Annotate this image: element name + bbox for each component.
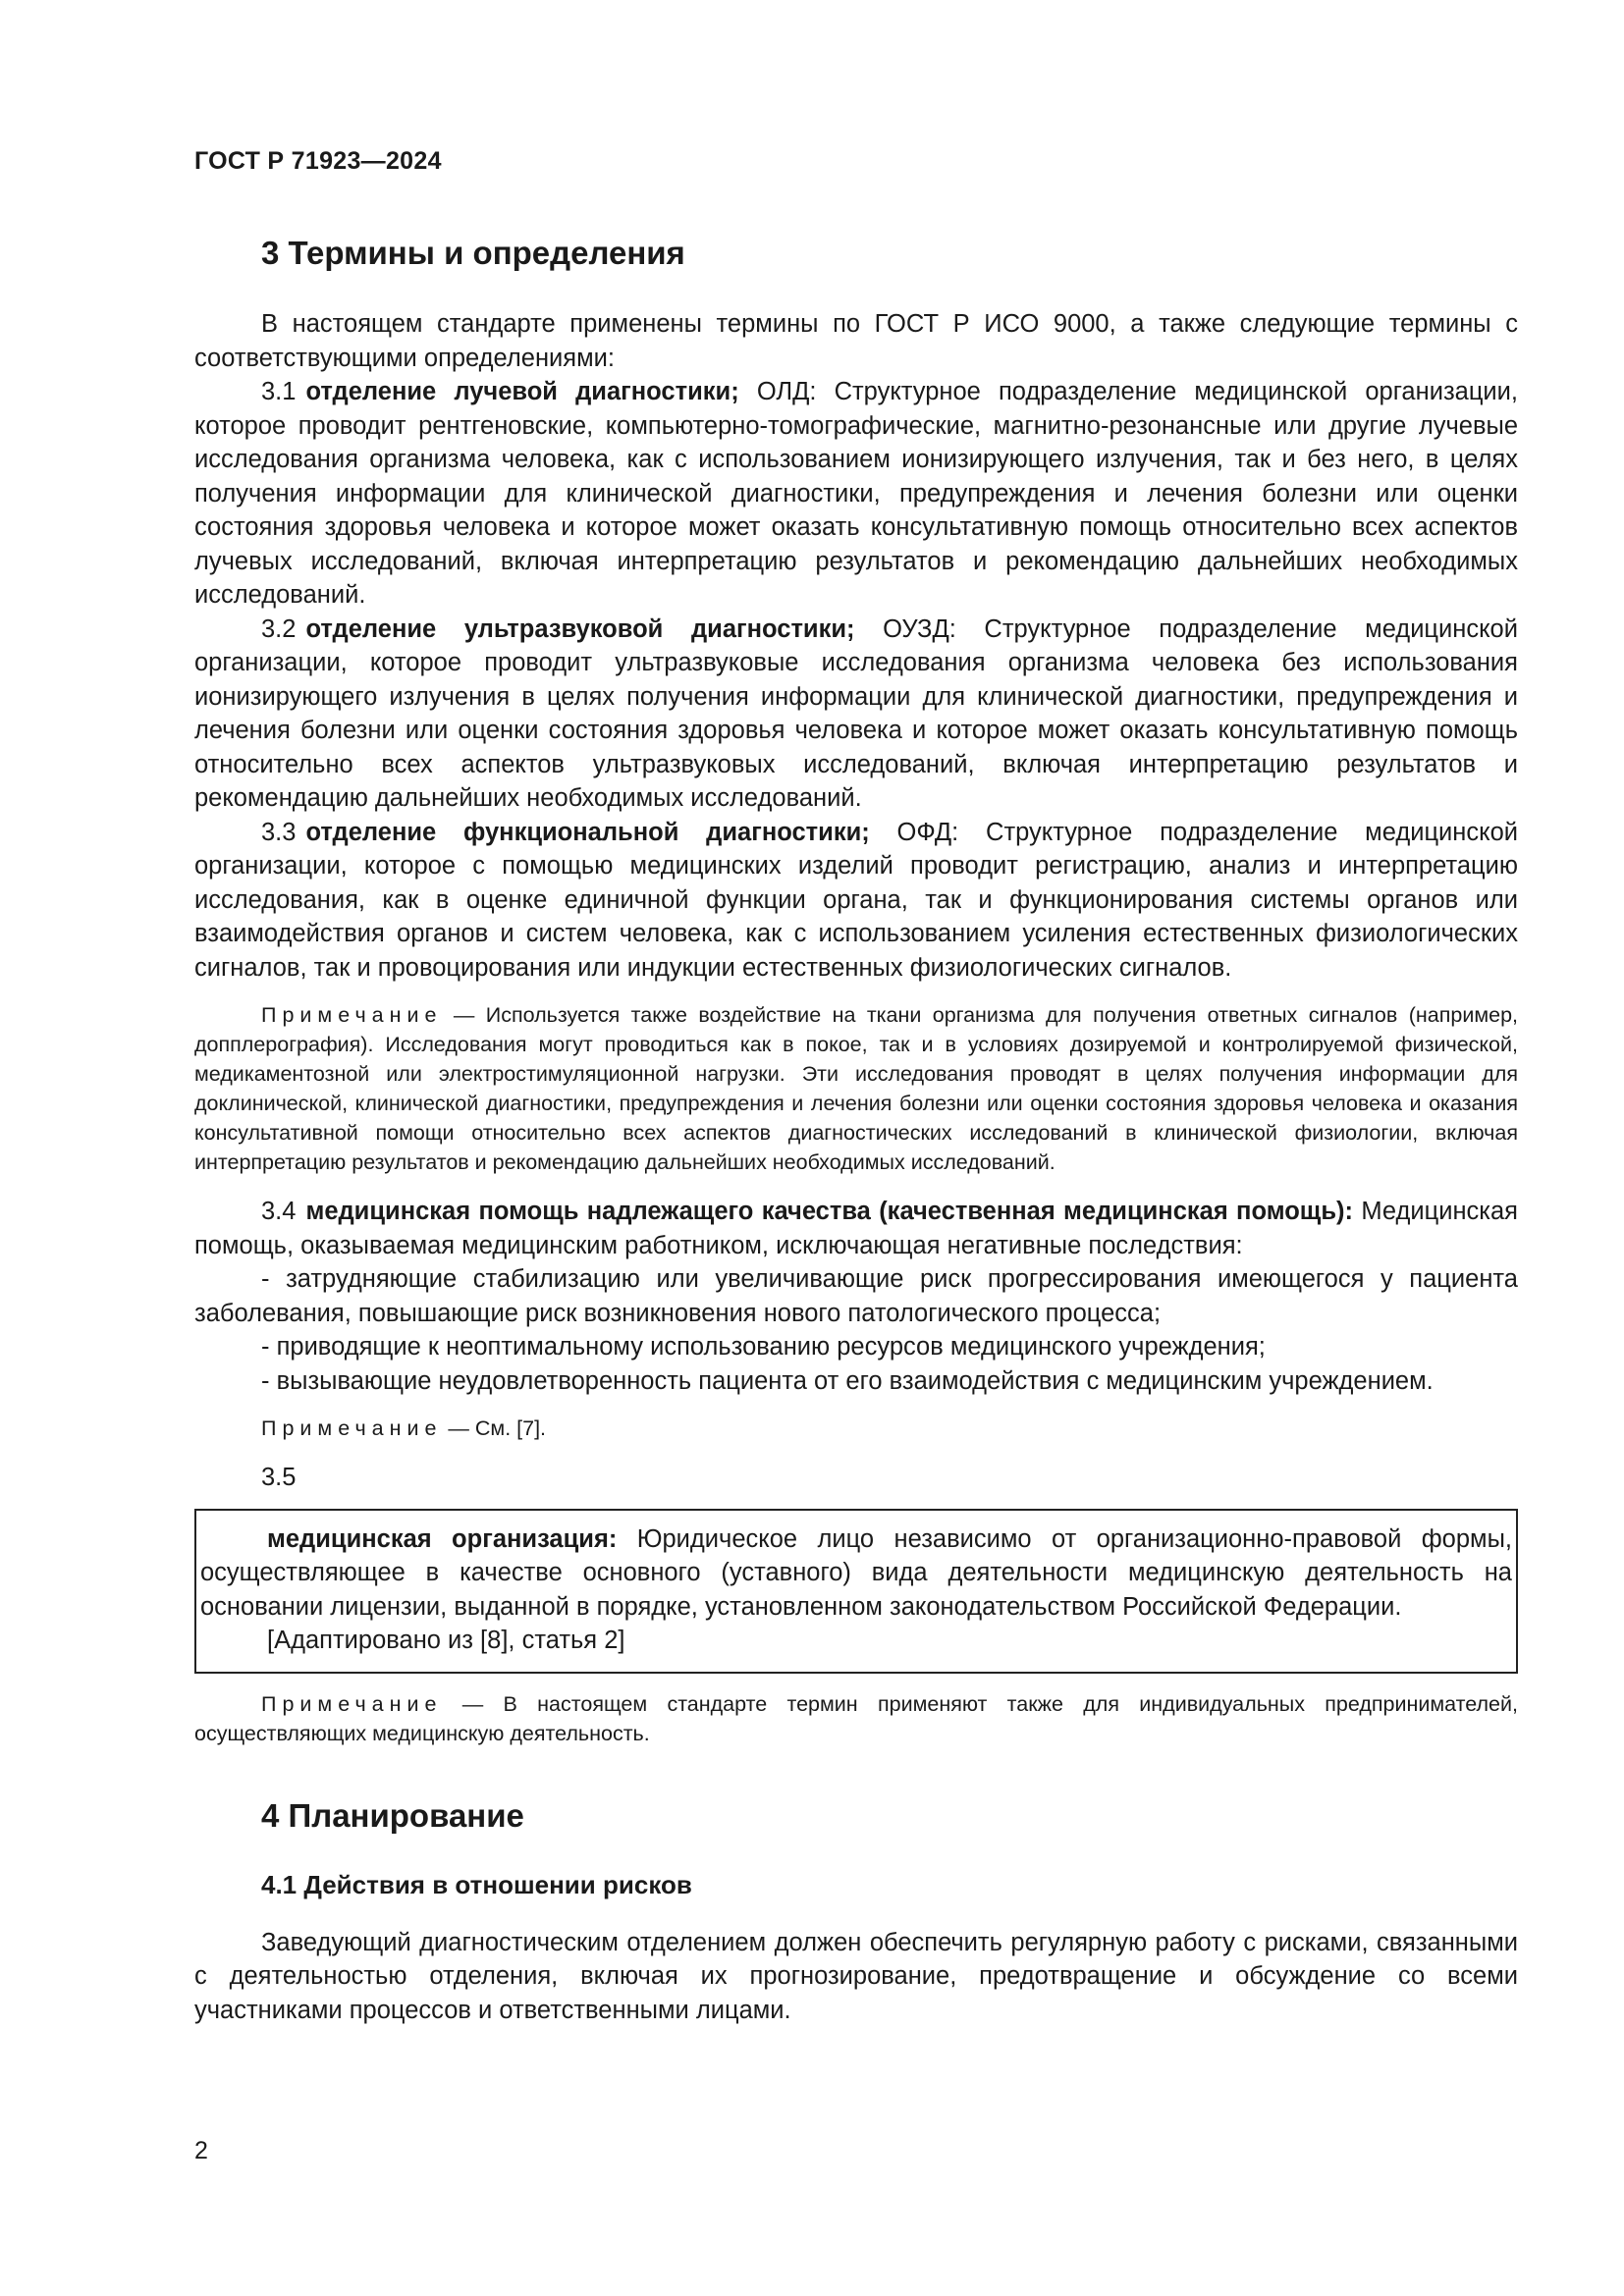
note-text: — В настоящем стандарте термин применяют также для индивидуальных предпринимателей, осуществляющих медицинскую деятельность. bbox=[194, 1691, 1518, 1745]
term-3-5-note bbox=[194, 1689, 1518, 1748]
section-3-intro: В настоящем стандарте применены термины по ГОСТ Р ИСО 9000, а также следующие термины с соответствующими определениями: bbox=[194, 310, 1518, 372]
term-definition: Юридическое лицо независимо от организационно-правовой формы, осуществляющее в качестве основного (уставного) вида деятельности медицинскую деятельность на основании лицензии, выданной в порядке, установленном законодательством Российской Федерации. bbox=[200, 1524, 1512, 1621]
term-name: медицинская помощь надлежащего качества (качественная медицинская помощь): bbox=[305, 1198, 1353, 1225]
term-number: 3.4 bbox=[261, 1198, 297, 1225]
document-page bbox=[194, 147, 1518, 2027]
term-source: [Адаптировано из [8], статья 2] bbox=[267, 1627, 625, 1654]
term-name: отделение ультразвуковой диагностики; bbox=[305, 614, 855, 643]
note-text: — Используется также воздействие на ткани организма для получения ответных сигналов (например, допплерография). Исследования могут проводиться как в покое, так и в условиях дозируемой и контролируемой физической, медикаментозной или электростимуляционной нагрузки. Эти исследования проводят в целях получения информации для доклинической, клинической диагностики, предупреждения и лечения болезни или оценки состояния здоровья человека и оказания консультативной помощи относительно всех аспектов диагностических исследований в клинической физиологии, включая интерпретацию результатов и рекомендацию дальнейших необходимых исследований. bbox=[194, 1003, 1518, 1174]
term-3-4 bbox=[194, 1195, 1518, 1262]
term-number: 3.3 bbox=[261, 818, 297, 846]
term-definition: ОУЗД: Структурное подразделение медицинской организации, которое проводит ультразвуковые исследования организма человека без использования ионизирующего излучения в целях получения информации для клинической диагностики, предупреждения и лечения болезни или оценки состояния здоровья человека и которое может оказать консультативную помощь относительно всех аспектов ультразвуковых исследований, включая интерпретацию результатов и рекомендацию дальнейших необходимых исследований. bbox=[194, 614, 1518, 812]
term-3-2 bbox=[194, 613, 1518, 816]
term-3-3-note bbox=[194, 1000, 1518, 1177]
document-id: ГОСТ Р 71923—2024 bbox=[194, 147, 442, 175]
term-name: медицинская организация: bbox=[267, 1524, 618, 1553]
term-definition: Медицинская помощь, оказываемая медицинским работником, исключающая негативные последствия: bbox=[194, 1198, 1518, 1259]
note-label: Примечание bbox=[261, 1691, 443, 1716]
term-3-4-note bbox=[194, 1414, 1518, 1443]
term-3-1 bbox=[194, 375, 1518, 613]
term-definition: ОФД: Структурное подразделение медицинской организации, которое с помощью медицинских изделий проводит регистрацию, анализ и интерпретацию исследования, как в оценке единичной функции органа, так и функционирования системы органов или взаимодействия органов и систем человека, как с использованием усиления естественных физиологических сигналов, так и провоцирования или индукции естественных физиологических сигналов. bbox=[194, 818, 1518, 982]
note-label: Примечание bbox=[261, 1003, 443, 1027]
list-item: - приводящие к неоптимальному использованию ресурсов медицинского учреждения; bbox=[261, 1333, 1266, 1361]
list-item: - вызывающие неудовлетворенность пациента от его взаимодействия с медицинским учреждением. bbox=[261, 1366, 1434, 1395]
term-3-3 bbox=[194, 816, 1518, 986]
list-item: - затрудняющие стабилизацию или увеличивающие риск прогрессирования имеющегося у пациента заболевания, повышающие риск возникновения нового патологического процесса; bbox=[194, 1265, 1518, 1327]
term-3-5 bbox=[200, 1522, 1512, 1625]
section-3-title: 3 Термины и определения bbox=[261, 235, 685, 271]
note-text: — См. [7]. bbox=[442, 1416, 547, 1440]
page-number: 2 bbox=[194, 2137, 208, 2164]
term-number: 3.2 bbox=[261, 614, 297, 643]
term-3-5-number: 3.5 bbox=[261, 1464, 297, 1491]
note-label: Примечание bbox=[261, 1416, 443, 1440]
term-name: отделение функциональной диагностики; bbox=[305, 818, 870, 846]
subsection-4-1-title: 4.1 Действия в отношении рисков bbox=[261, 1869, 692, 1899]
subsection-4-1-text: Заведующий диагностическим отделением должен обеспечить регулярную работу с рисками, связанными с деятельностью отделения, включая их прогнозирование, предотвращение и обсуждение со всеми участниками процессов и ответственными лицами. bbox=[194, 1928, 1518, 2024]
term-number: 3.1 bbox=[261, 378, 297, 405]
term-definition: ОЛД: Структурное подразделение медицинской организации, которое проводит рентгеновские, компьютерно-томографические, магнитно-резонансные или другие лучевые исследования организма человека, как с использованием ионизирующего излучения, так и без него, в целях получения информации для клинической диагностики, предупреждения и лечения болезни или оценки состояния здоровья человека и которое может оказать консультативную помощь относительно всех аспектов лучевых исследований, включая интерпретацию результатов и рекомендацию дальнейших необходимых исследований. bbox=[194, 378, 1518, 609]
term-3-5-box bbox=[194, 1509, 1518, 1674]
term-name: отделение лучевой диагностики; bbox=[305, 378, 739, 405]
section-4-title: 4 Планирование bbox=[261, 1796, 524, 1834]
